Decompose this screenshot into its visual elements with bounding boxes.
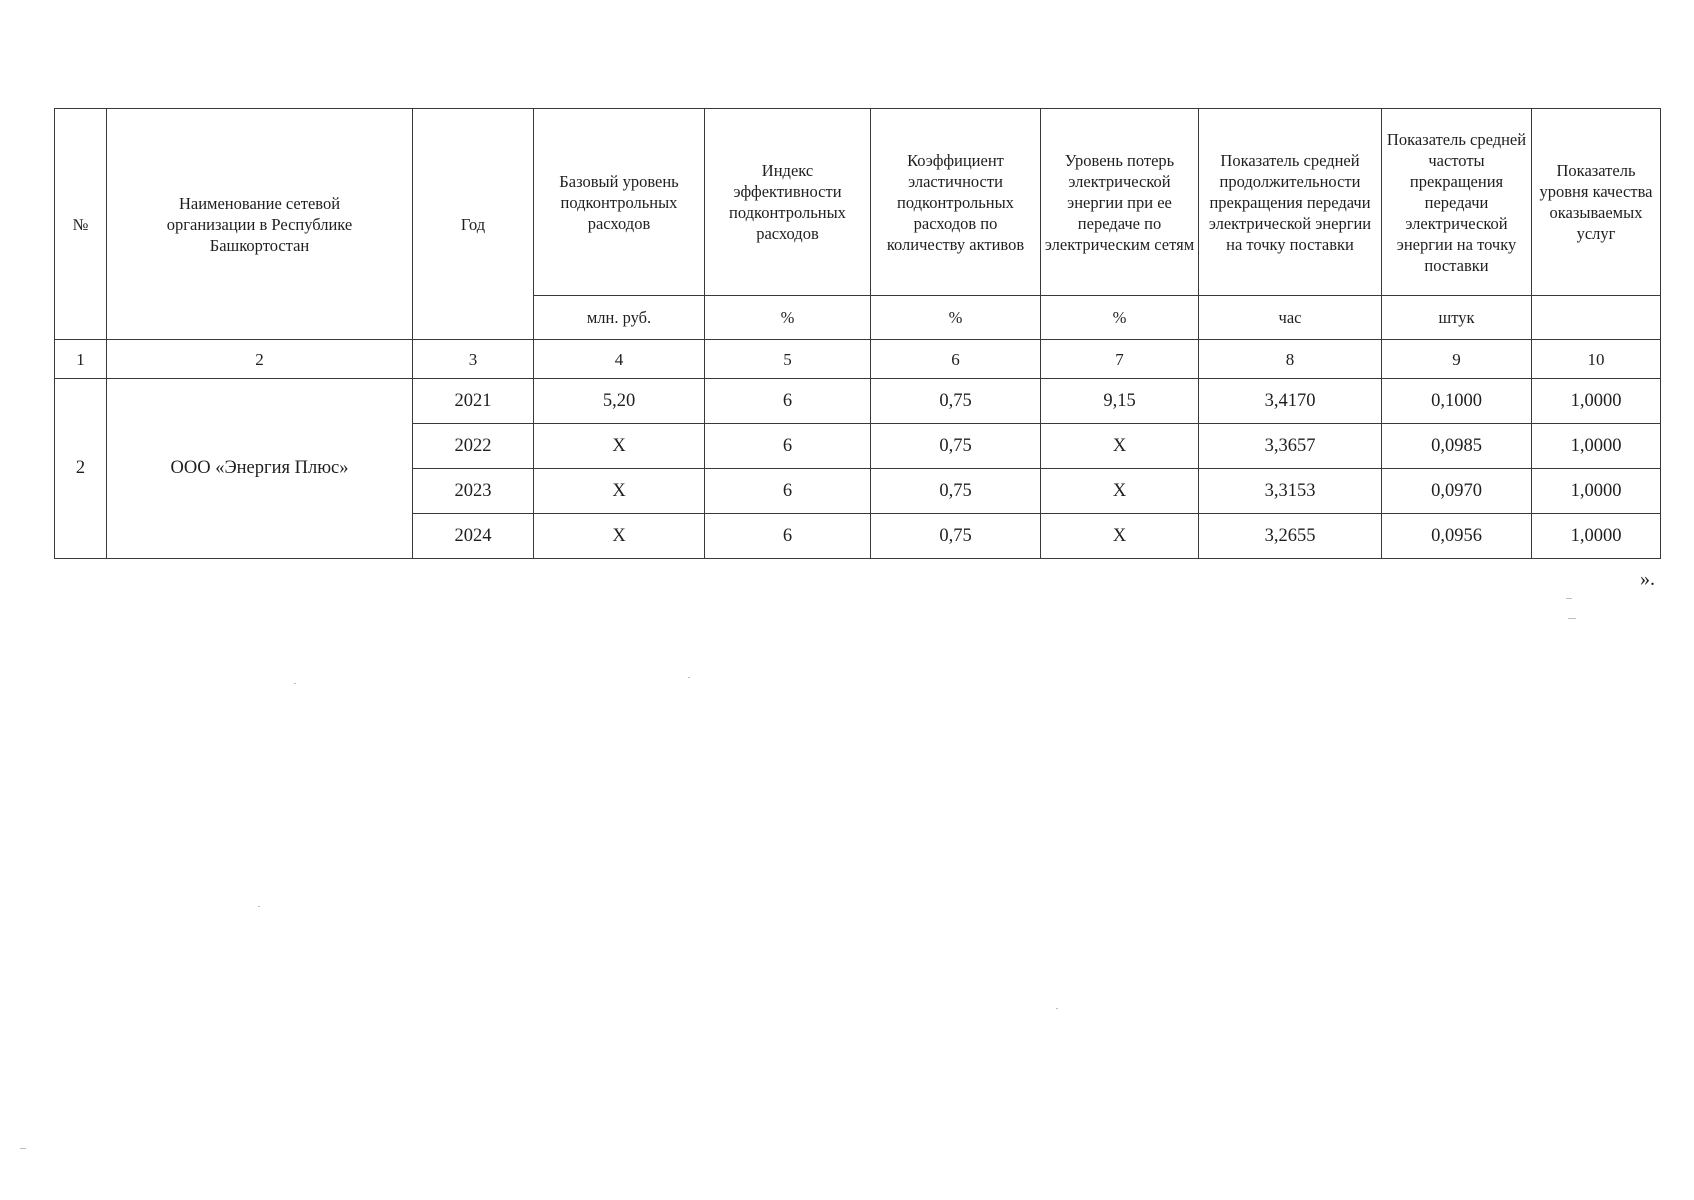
unit-duration: час (1199, 296, 1382, 340)
cell-base-level: 5,20 (534, 379, 705, 424)
scan-speck (294, 683, 296, 684)
cell-year: 2023 (413, 469, 534, 514)
scan-speck (1566, 598, 1572, 599)
column-number: 10 (1532, 340, 1661, 379)
cell-losses: Х (1041, 469, 1199, 514)
column-number: 2 (107, 340, 413, 379)
cell-efficiency-index: 6 (705, 514, 871, 559)
cell-losses: Х (1041, 514, 1199, 559)
header-quality: Показатель уровня качества оказываемых услуг (1532, 109, 1661, 296)
scan-speck (1568, 618, 1576, 619)
cell-efficiency-index: 6 (705, 379, 871, 424)
cell-losses: 9,15 (1041, 379, 1199, 424)
cell-elasticity: 0,75 (871, 379, 1041, 424)
column-number: 7 (1041, 340, 1199, 379)
scan-speck (688, 677, 690, 678)
cell-elasticity: 0,75 (871, 424, 1041, 469)
table-row (55, 379, 1661, 424)
unit-efficiency-index: % (705, 296, 871, 340)
cell-frequency: 0,0956 (1382, 514, 1532, 559)
cell-duration: 3,2655 (1199, 514, 1382, 559)
cell-base-level: Х (534, 514, 705, 559)
cell-efficiency-index: 6 (705, 424, 871, 469)
indicators-table (54, 108, 1661, 559)
column-number: 5 (705, 340, 871, 379)
cell-year: 2024 (413, 514, 534, 559)
cell-losses: Х (1041, 424, 1199, 469)
cell-elasticity: 0,75 (871, 469, 1041, 514)
unit-base-level: млн. руб. (534, 296, 705, 340)
cell-duration: 3,3153 (1199, 469, 1382, 514)
header-base-level: Базовый уровень подконтрольных расходов (534, 109, 705, 296)
header-elasticity: Коэффициент эластичности подконтрольных расходов по количеству активов (871, 109, 1041, 296)
column-number: 8 (1199, 340, 1382, 379)
column-number: 6 (871, 340, 1041, 379)
cell-duration: 3,4170 (1199, 379, 1382, 424)
header-losses: Уровень потерь электрической энергии при ее передаче по электрическим сетям (1041, 109, 1199, 296)
header-duration: Показатель средней продолжительности прекращения передачи электрической энергии на точку поставки (1199, 109, 1382, 296)
cell-frequency: 0,0970 (1382, 469, 1532, 514)
column-number: 1 (55, 340, 107, 379)
cell-base-level: Х (534, 469, 705, 514)
cell-quality: 1,0000 (1532, 424, 1661, 469)
closing-quote: ». (1640, 568, 1655, 590)
cell-efficiency-index: 6 (705, 469, 871, 514)
header-organization: Наименование сетевой организации в Республике Башкортостан (107, 109, 413, 340)
header-row (55, 109, 1661, 296)
header-efficiency-index: Индекс эффективности подконтрольных расходов (705, 109, 871, 296)
scan-speck (1056, 1008, 1058, 1009)
header-no: № (55, 109, 107, 340)
cell-base-level: Х (534, 424, 705, 469)
cell-quality: 1,0000 (1532, 379, 1661, 424)
cell-elasticity: 0,75 (871, 514, 1041, 559)
cell-frequency: 0,1000 (1382, 379, 1532, 424)
column-numbers-row (55, 340, 1661, 379)
cell-frequency: 0,0985 (1382, 424, 1532, 469)
cell-quality: 1,0000 (1532, 514, 1661, 559)
column-number: 4 (534, 340, 705, 379)
cell-year: 2022 (413, 424, 534, 469)
column-number: 3 (413, 340, 534, 379)
unit-quality (1532, 296, 1661, 340)
unit-elasticity: % (871, 296, 1041, 340)
unit-frequency: штук (1382, 296, 1532, 340)
organization-name: ООО «Энергия Плюс» (107, 379, 413, 559)
header-frequency: Показатель средней частоты прекращения передачи электрической энергии на точку поставки (1382, 109, 1532, 296)
header-year: Год (413, 109, 534, 340)
column-number: 9 (1382, 340, 1532, 379)
cell-year: 2021 (413, 379, 534, 424)
organization-no: 2 (55, 379, 107, 559)
unit-losses: % (1041, 296, 1199, 340)
scan-speck (258, 906, 260, 907)
cell-duration: 3,3657 (1199, 424, 1382, 469)
cell-quality: 1,0000 (1532, 469, 1661, 514)
scan-speck (20, 1148, 26, 1149)
